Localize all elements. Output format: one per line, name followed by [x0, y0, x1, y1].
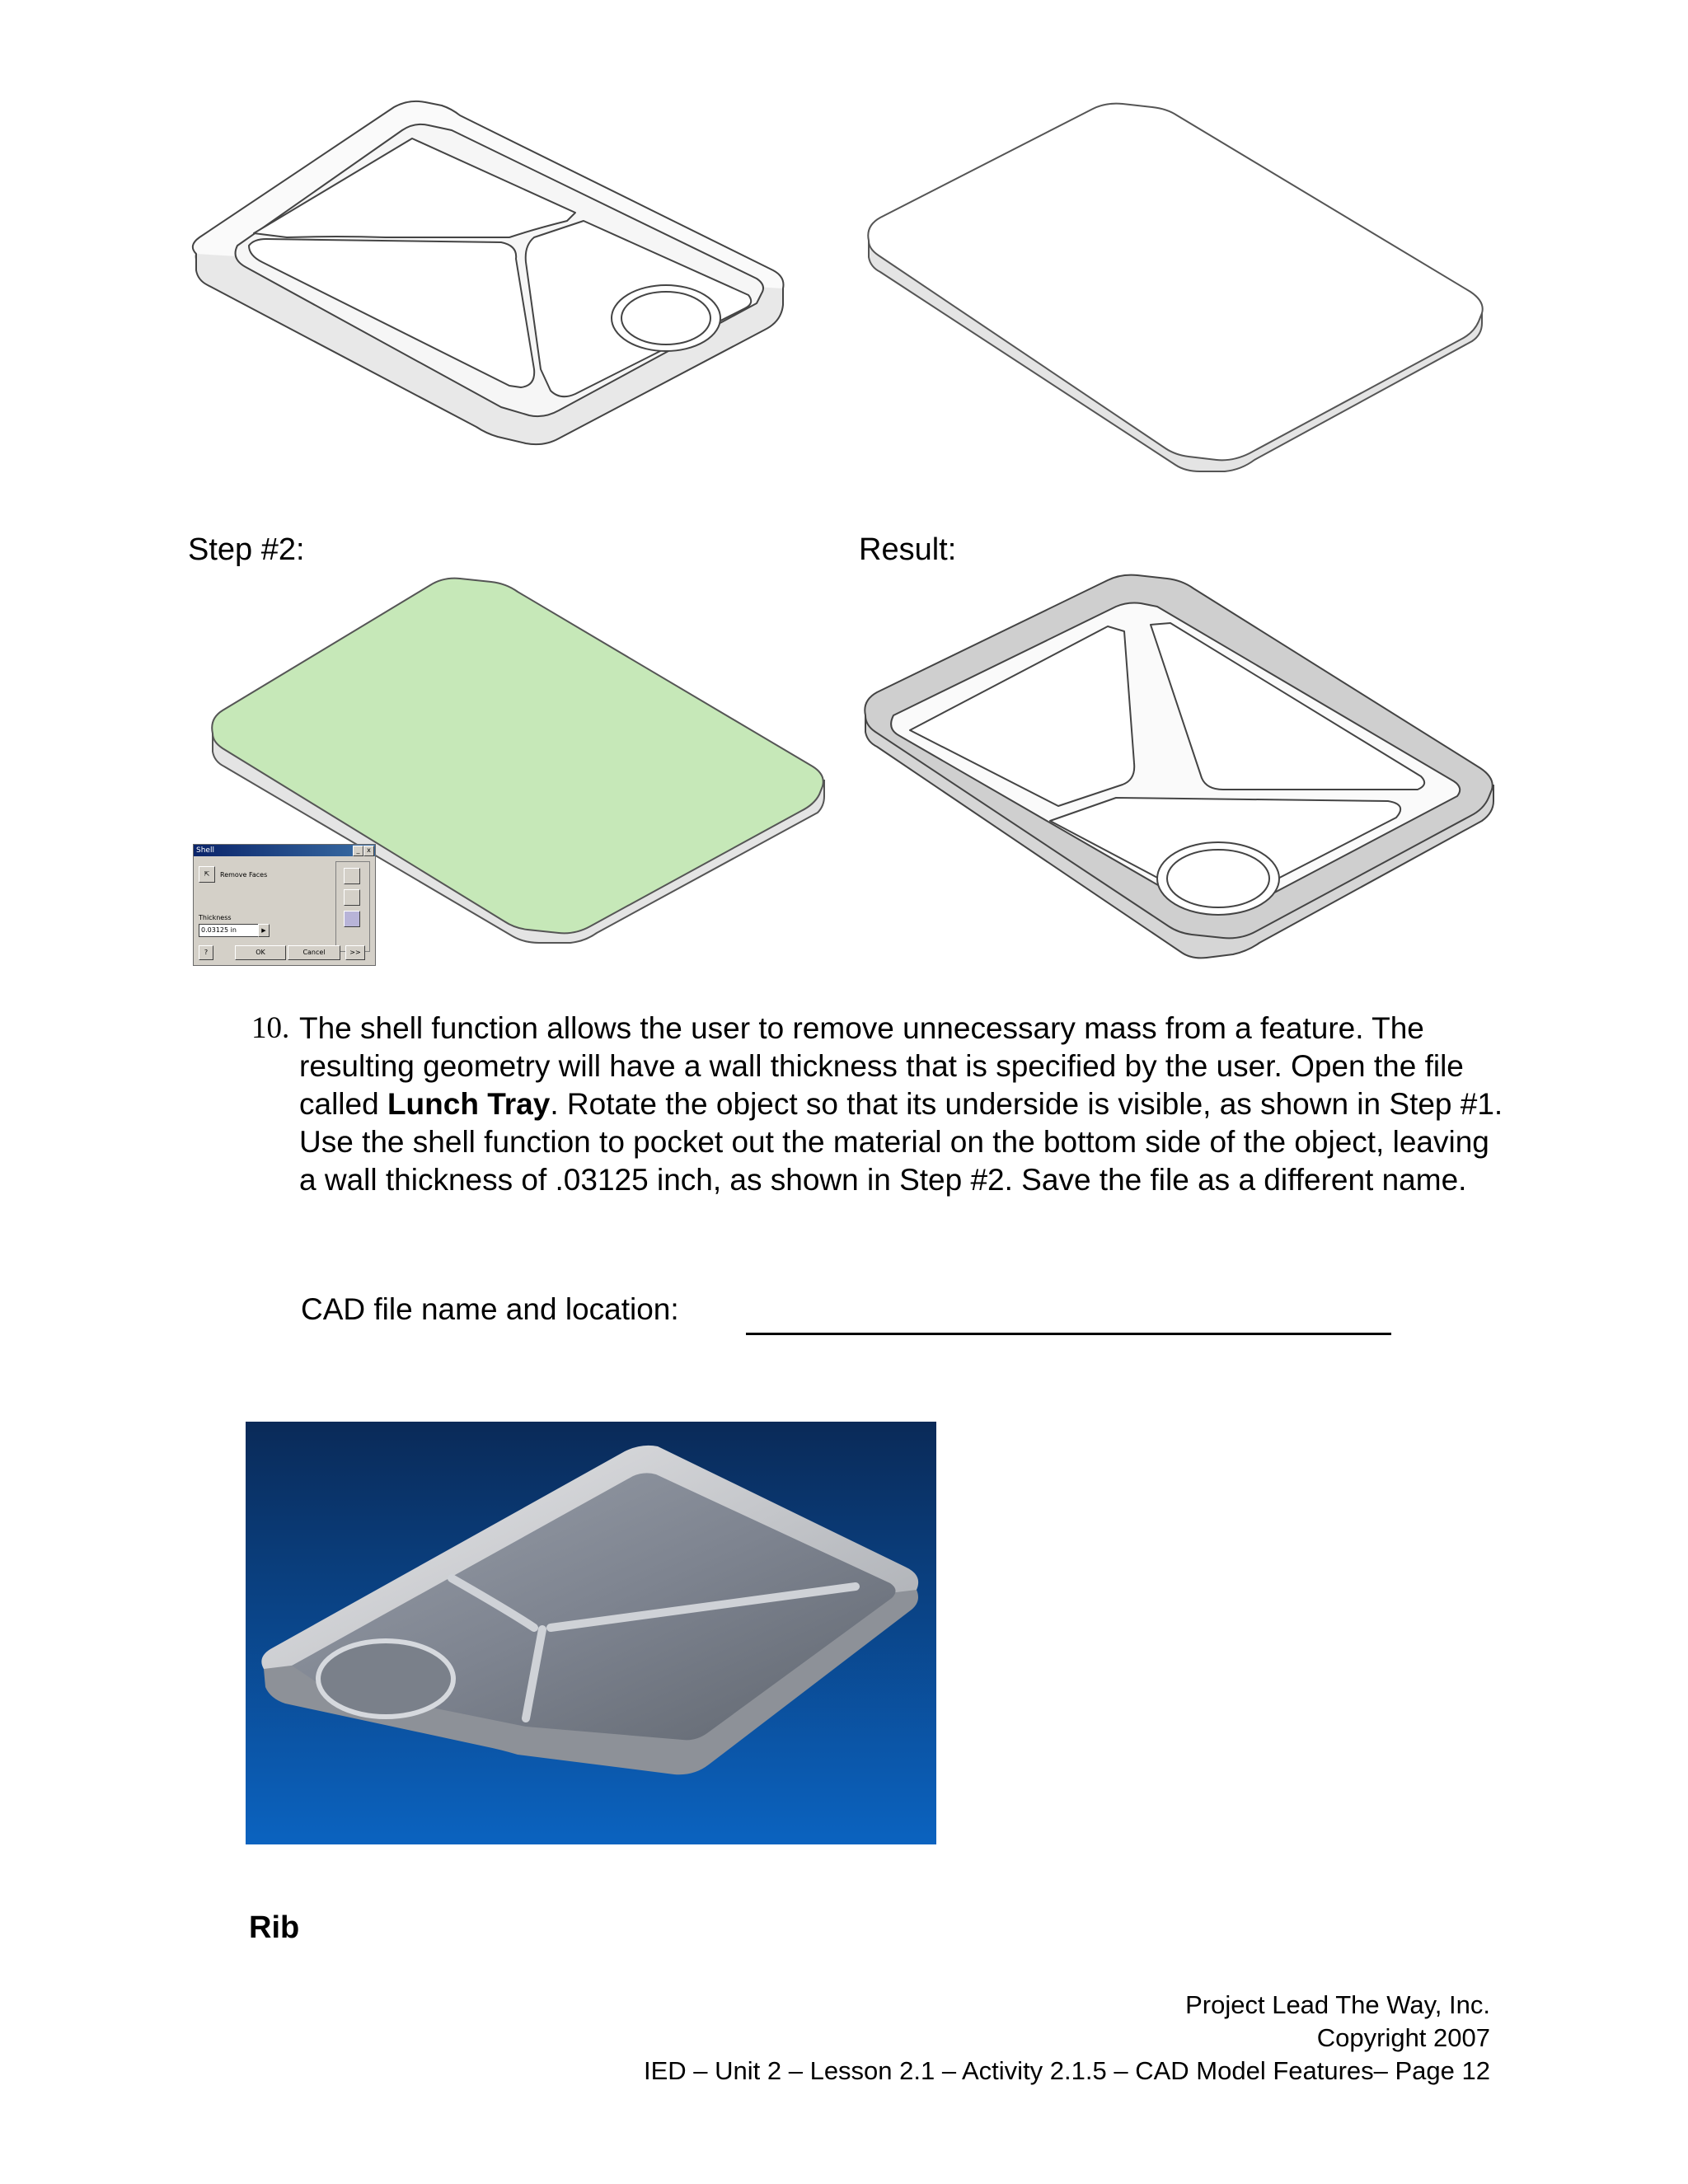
tray-shelled-result-figure	[860, 574, 1497, 961]
select-faces-button[interactable]: ⇱	[199, 866, 215, 883]
footer-document-info: IED – Unit 2 – Lesson 2.1 – Activity 2.1.5 – CAD Model Features– Page 12	[643, 2056, 1490, 2085]
footer-organization: Project Lead The Way, Inc.	[1185, 1990, 1490, 2019]
direction-outside-button[interactable]	[344, 889, 360, 906]
thickness-arrow-icon[interactable]: ▶	[258, 924, 270, 937]
more-button[interactable]: >>	[345, 945, 365, 960]
lunch-tray-filename: Lunch Tray	[387, 1087, 551, 1121]
tray-top-figure	[188, 97, 796, 501]
step2-caption: Step #2:	[188, 532, 305, 567]
page-footer	[644, 1989, 1490, 2088]
thickness-input[interactable]: 0.03125 in	[199, 924, 270, 937]
thickness-label: Thickness	[199, 914, 232, 921]
shell-dialog-title: Shell	[194, 845, 375, 856]
close-icon[interactable]: x	[363, 846, 374, 856]
footer-copyright: Copyright 2007	[1316, 2023, 1490, 2052]
ok-button[interactable]: OK	[235, 945, 286, 960]
result-caption: Result:	[859, 532, 957, 567]
cad-file-answer-blank[interactable]	[746, 1333, 1391, 1335]
direction-both-button[interactable]	[344, 911, 360, 927]
cad-file-label: CAD file name and location:	[301, 1292, 679, 1326]
step-10-text-b: . Rotate the object so that its underside is visible, as shown in Step #1. Use the shell function to pocket out the material on the bottom side of the object, leaving a wall thickness of .03125 inch, as shown in Step #2. Save the file as a different name.	[299, 1087, 1503, 1197]
tray-render-image	[246, 1422, 936, 1844]
step-10-body	[299, 1010, 1504, 1199]
help-button[interactable]: ?	[199, 945, 213, 960]
tray-bottom-figure	[862, 102, 1489, 473]
step-10-text-a: The shell function allows the user to remove unnecessary mass from a feature. The resulting geometry will have a wall thickness that is specified by the user. Open the file called	[299, 1011, 1464, 1121]
remove-faces-label: Remove Faces	[220, 871, 268, 879]
minimize-icon[interactable]: _	[353, 846, 363, 856]
direction-inside-button[interactable]	[344, 868, 360, 884]
cancel-button[interactable]: Cancel	[288, 945, 340, 960]
step-10-paragraph	[251, 1010, 1504, 1199]
step-number: 10.	[251, 1011, 290, 1045]
shell-dialog	[193, 844, 376, 966]
section-heading-rib: Rib	[249, 1910, 300, 1945]
